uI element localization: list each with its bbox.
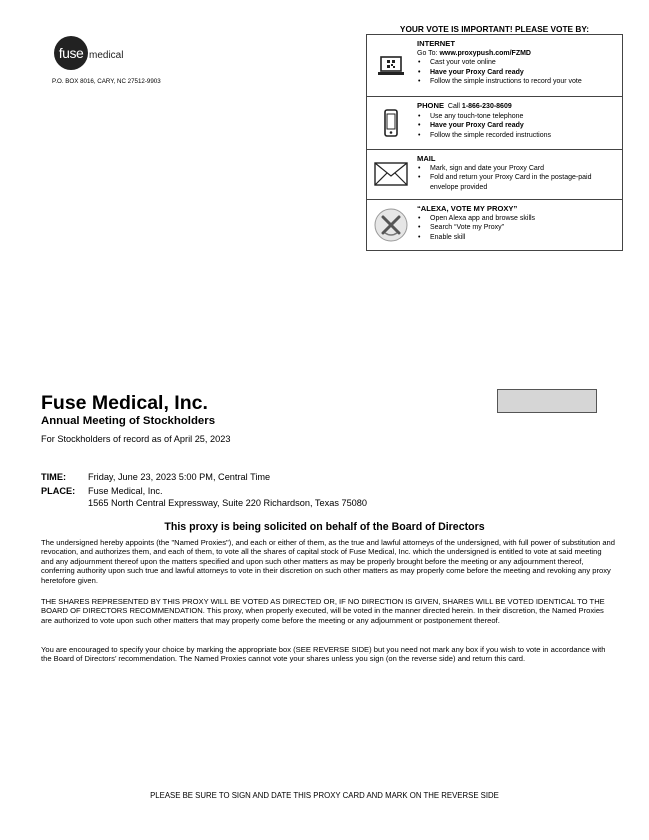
proxy-paragraph-3: You are encouraged to specify your choice by marking the appropriate box (SEE REVERSE SIDE) but you need not mark any box if you wish to vote in accordance with the Board of Directors’ recommendation. The Named Proxies cannot vote your shares unless you sign (on the reverse side) and return this card. [41,645,606,664]
time-label: TIME: [41,472,67,482]
alexa-bullet: • Search “Vote my Proxy” [417,223,620,233]
phone-bullet: • Use any touch-tone telephone [417,112,620,122]
record-date: For Stockholders of record as of April 25, 2023 [41,434,231,444]
vote-panel-title: YOUR VOTE IS IMPORTANT! PLEASE VOTE BY: [399,24,590,34]
phone-bullet: • Have your Proxy Card ready [417,121,620,131]
vote-internet-section [367,35,622,97]
laptop-qr-icon [371,49,411,85]
phone-bullet: • Follow the simple recorded instructions [417,131,620,141]
phone-number-link[interactable]: 1-866-230-8609 [461,103,512,110]
time-value: Friday, June 23, 2023 5:00 PM, Central Time [88,472,271,482]
footer-instruction: PLEASE BE SURE TO SIGN AND DATE THIS PROXY CARD AND MARK ON THE REVERSE SIDE [150,791,499,800]
internet-bullet: • Cast your vote online [417,58,620,68]
mail-heading: MAIL [417,154,436,163]
vote-mail-section [367,150,622,200]
alexa-heading: “ALEXA, VOTE MY PROXY” [417,204,518,213]
goto-prefix: Go To: [417,49,440,57]
meeting-title: Annual Meeting of Stockholders [41,415,216,427]
fuse-medical-logo-mark: fuse [54,36,88,70]
company-name: Fuse Medical, Inc. [41,392,208,414]
sender-address: P.O. BOX 8016, CARY, NC 27512-9903 [52,78,161,85]
proxy-url-link[interactable]: www.proxypush.com/FZMD [439,49,531,57]
vote-alexa-section [367,200,622,250]
place-line-1: Fuse Medical, Inc. [88,486,163,496]
envelope-icon [371,158,411,190]
mail-bullet: • Mark, sign and date your Proxy Card [417,164,620,174]
internet-goto-line [417,49,620,59]
proxy-paragraph-2: THE SHARES REPRESENTED BY THIS PROXY WILL BE VOTED AS DIRECTED OR, IF NO DIRECTION IS GIVEN, SHARES WILL BE VOTED IDENTICAL TO THE BOARD OF DIRECTORS RECOMMENDATION. This proxy, when properly executed, will be voted in the manner directed herein. In their discretion, the Named Proxies are authorized to vote upon such other matters that may properly come before the meeting or any adjournment or postponement thereof. [41,597,605,625]
fuse-medical-logo-word: medical [89,50,124,61]
phone-icon [371,105,411,141]
alexa-bullet: • Enable skill [417,233,620,243]
place-label: PLACE: [41,486,76,496]
vote-methods-panel [366,34,623,251]
internet-bullet: • Follow the simple instructions to record your vote [417,77,620,87]
proxy-paragraph-1: The undersigned hereby appoints (the "Named Proxies"), and each or either of them, as the true and lawful attorneys of the undersigned, with full power of substitution and revocation, and authorizes them, and each of them, to vote all the shares of capital stock of Fuse Medical, Inc. which the undersigned is entitled to vote at said meeting and any adjournment thereof upon the matters specified and upon such other matters as may be properly brought before the meeting or any adjournment thereof, conferring authority upon such true and lawful attorneys to vote in their discretion on such other matters as may properly come before the meeting and revoking any proxy heretofore given. [41,538,615,585]
phone-heading: PHONE [417,101,445,110]
alexa-icon [371,206,411,244]
vote-phone-section [367,97,622,150]
alexa-bullet: • Open Alexa app and browse skills [417,214,620,224]
call-prefix: Call [447,103,462,110]
mail-bullet: • Fold and return your Proxy Card in the postage-paid envelope provided [417,173,620,192]
control-number-box [497,389,597,413]
solicitation-heading: This proxy is being solicited on behalf of the Board of Directors [164,521,485,533]
internet-heading: INTERNET [417,39,455,48]
place-line-2: 1565 North Central Expressway, Suite 220 Richardson, Texas 75080 [88,498,368,508]
internet-bullet: • Have your Proxy Card ready [417,68,620,78]
